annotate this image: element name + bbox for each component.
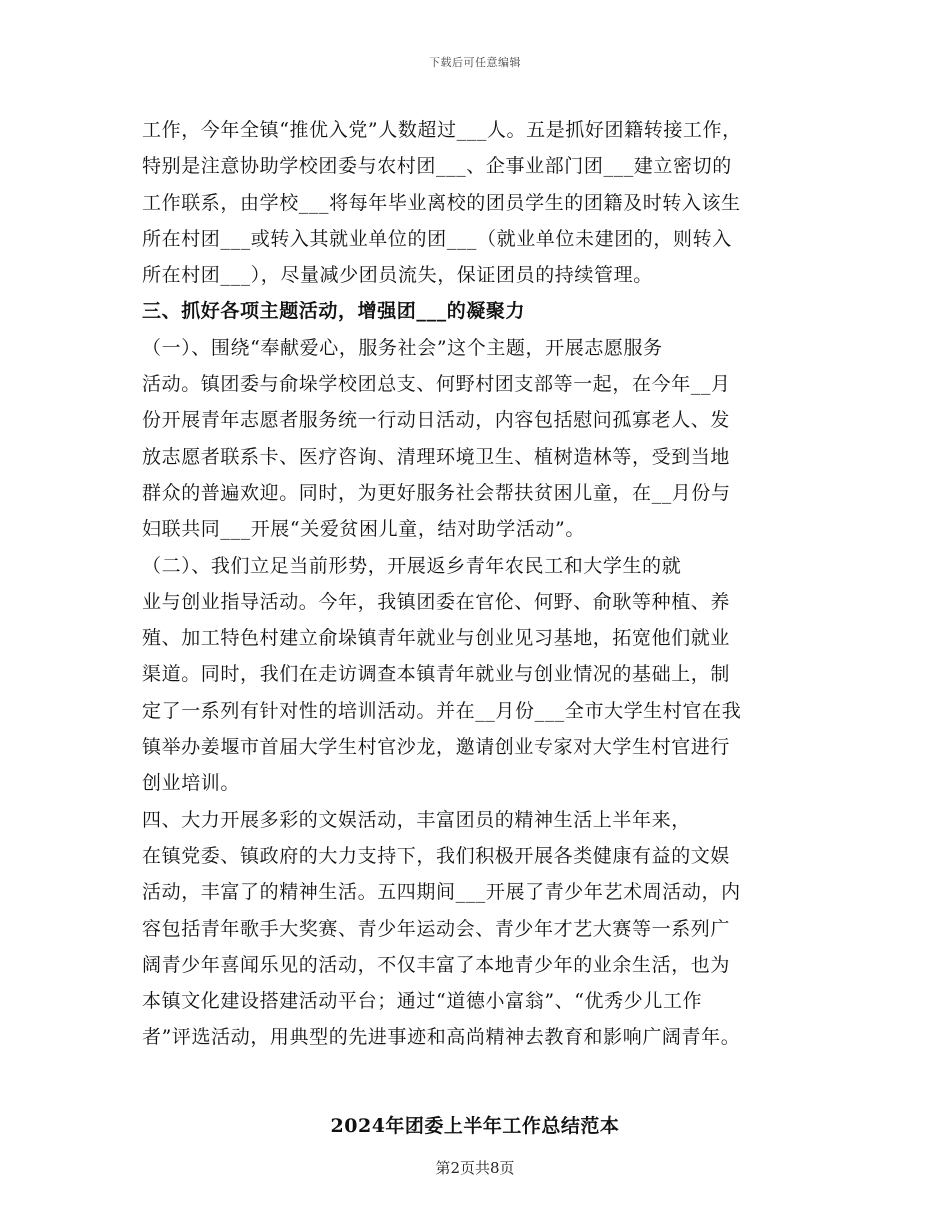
section-heading-three: 三、抓好各项主题活动，增强团___的凝聚力 <box>142 300 526 323</box>
document-title: 2024年团委上半年工作总结范本 <box>330 1115 620 1137</box>
paragraph-employment-guidance: （二）、我们立足当前形势，开展返乡青年农民工和大学生的就 业与创业指导活动。今年，我镇团委在官伦、何野、俞耿等种植、养 殖、加工特色村建立俞垛镇青年就业与创业见习基地，拓宽他们就业 渠道。同时，我们在走访调查本镇青年就业与创业情况的基础上，制 定了一系列有针对性的培训活动。并在__月份___全市大学生村官在我 镇举办姜堰市首届大学生村官沙龙，邀请创业专家对大学生村官进行 创业培训。 <box>142 554 742 795</box>
paragraph-party-recruitment: 工作，今年全镇“推优入党”人数超过___人。五是抓好团籍转接工作， 特别是注意协助学校团委与农村团___、企事业部门团___建立密切的 工作联系，由学校___将每年毕业离校的团员学生的团籍及时转入该生 所在村团___或转入其就业单位的团___（就业单位未建团的，则转入 所在村团___），尽量减少团员流失，保证团员的持续管理。 <box>142 119 742 287</box>
paragraph-cultural-activities: 四、大力开展多彩的文娱活动，丰富团员的精神生活上半年来， 在镇党委、镇政府的大力支持下，我们积极开展各类健康有益的文娱 活动，丰富了的精神生活。五四期间___开展了青少年艺术周活动，内 容包括青年歌手大奖赛、青少年运动会、青少年才艺大赛等一系列广 阔青少年喜闻乐见的活动，不仅丰富了本地青少年的业余生活，也为 本镇文化建设搭建活动平台；通过“道德小富翁”、“优秀少儿工作 者”评选活动，用典型的先进事迹和高尚精神去教育和影响广阔青年。 <box>142 808 741 1049</box>
document-body <box>142 112 807 1056</box>
page-number-footer: 第2页共8页 <box>435 1159 515 1177</box>
page-header-note: 下载后可任意编辑 <box>429 56 521 69</box>
paragraph-volunteer-activities: （一）、围绕“奉献爱心，服务社会”这个主题，开展志愿服务 活动。镇团委与俞垛学校团总支、何野村团支部等一起，在今年__月 份开展青年志愿者服务统一行动日活动，内容包括慰问孤寡老人、发 放志愿者联系卡、医疗咨询、清理环境卫生、植树造林等，受到当地 群众的普遍欢迎。同时，为更好服务社会帮扶贫困儿童，在__月份与 妇联共同___开展“关爱贫困儿童，结对助学活动”。 <box>142 336 731 541</box>
